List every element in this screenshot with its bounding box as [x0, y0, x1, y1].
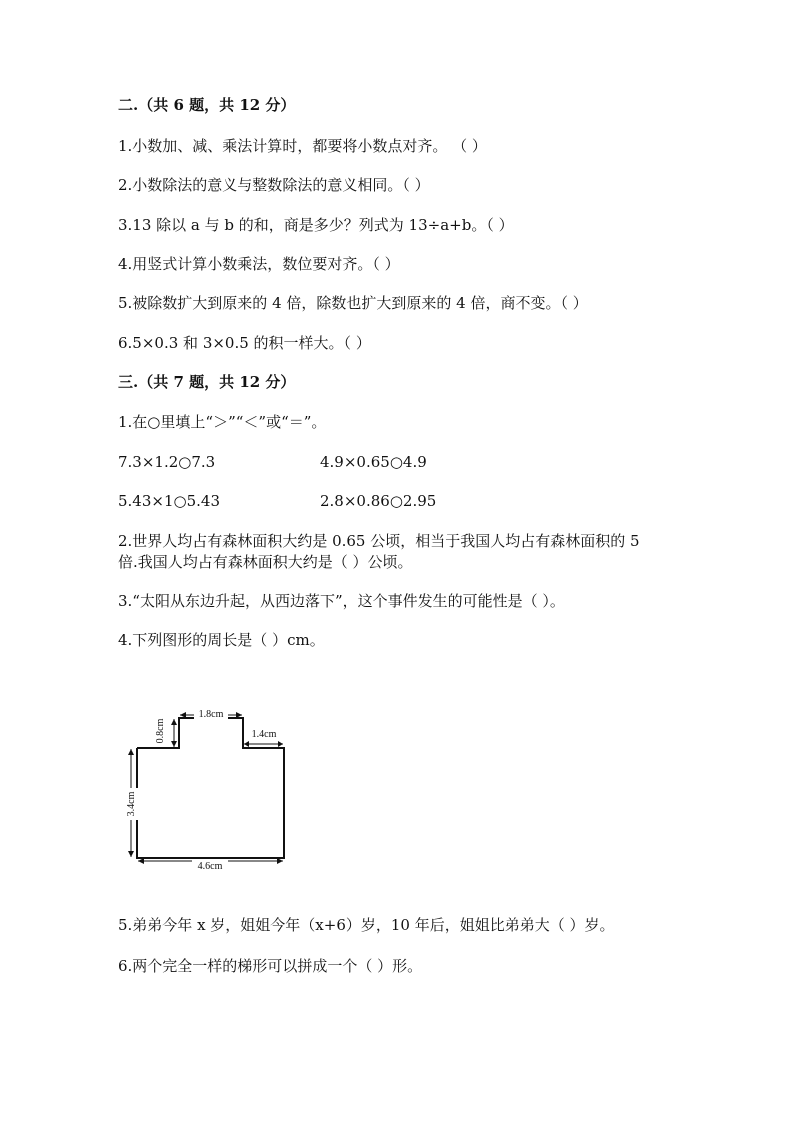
dim-notch-arrow-top [171, 719, 177, 725]
section-2-heading: 二.（共 6 题，共 12 分） [118, 96, 296, 114]
question-2-6: 6.5×0.3 和 3×0.5 的积一样大。（ ） [118, 334, 371, 352]
question-2-3: 3.13 除以 a 与 b 的和，商是多少？列式为 13÷a+b。（ ） [118, 216, 514, 234]
section-3-heading: 三.（共 7 题，共 12 分） [118, 373, 296, 391]
compare-7-3: 7.3×1.2○7.3 [118, 453, 216, 471]
question-3-3: 3.“太阳从东边升起，从西边落下”，这个事件发生的可能性是（ ）。 [118, 592, 565, 610]
compare-2-8: 2.8×0.86○2.95 [320, 492, 437, 510]
dim-notch-arrow-bottom [171, 741, 177, 747]
perimeter-figure-svg [118, 700, 298, 880]
question-3-2-line1: 2.世界人均占有森林面积大约是 0.65 公顷，相当于我国人均占有森林面积的 5 [118, 532, 640, 550]
compare-5-43: 5.43×1○5.43 [118, 492, 220, 510]
dim-step-label: 1.4cm [251, 729, 277, 740]
question-3-6: 6.两个完全一样的梯形可以拼成一个（ ）形。 [118, 957, 423, 975]
question-2-1: 1.小数加、减、乘法计算时，都要将小数点对齐。 （ ） [118, 137, 487, 155]
dim-step-arrow-left [244, 741, 249, 747]
question-2-4: 4.用竖式计算小数乘法，数位要对齐。（ ） [118, 255, 400, 273]
dim-left-label: 3.4cm [126, 791, 137, 817]
dim-notch-label: 0.8cm [155, 718, 166, 744]
question-3-5: 5.弟弟今年 x 岁，姐姐今年（x+6）岁，10 年后，姐姐比弟弟大（ ）岁。 [118, 916, 615, 934]
question-2-2: 2.小数除法的意义与整数除法的意义相同。（ ） [118, 176, 430, 194]
perimeter-figure [118, 700, 298, 884]
dim-left-arrow-top [128, 749, 134, 755]
question-2-5: 5.被除数扩大到原来的 4 倍，除数也扩大到原来的 4 倍，商不变。（ ） [118, 294, 588, 312]
question-3-1: 1.在○里填上“＞”“＜”或“＝”。 [118, 413, 327, 431]
question-3-2-line2: 倍.我国人均占有森林面积大约是（ ）公顷。 [118, 553, 413, 571]
dim-bottom-label: 4.6cm [197, 861, 223, 872]
dim-step-arrow-right [278, 741, 283, 747]
dim-top-label: 1.8cm [198, 709, 224, 720]
compare-4-9: 4.9×0.65○4.9 [320, 453, 427, 471]
question-3-4: 4.下列图形的周长是（ ）cm。 [118, 631, 325, 649]
dim-left-arrow-bottom [128, 851, 134, 857]
